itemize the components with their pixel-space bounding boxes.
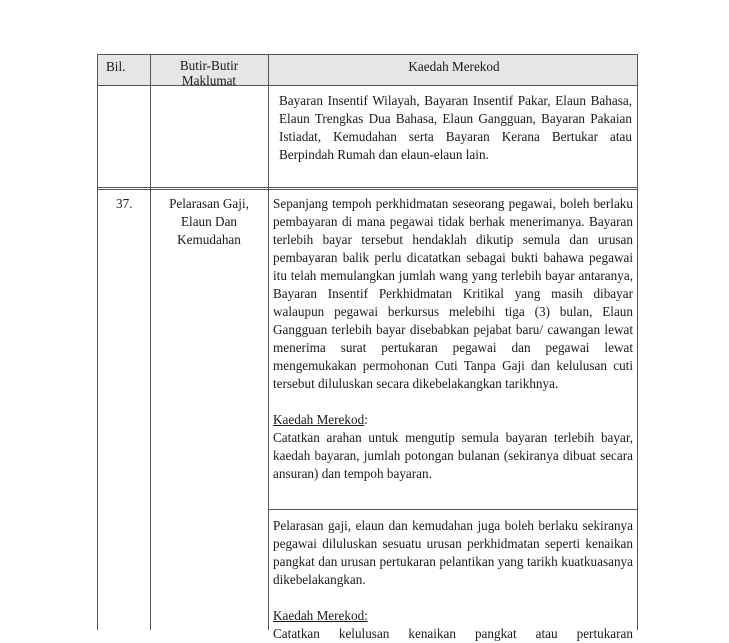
sub-row-divider <box>268 509 637 510</box>
column-divider <box>268 55 269 630</box>
row-number: 37. <box>116 196 133 211</box>
row-item-title: Pelarasan Gaji, Elaun Dan Kemudahan <box>169 196 249 247</box>
row-details <box>273 195 633 483</box>
paragraph-adjustment: Pelarasan gaji, elaun dan kemudahan juga boleh berlaku sekiranya pegawai diluluskan sesuatu urusan perkhidmatan seperti kenaikan pangkat dan urusan pertukaran pelantikan yang tarikh kuatkuasanya dikebelakangkan. <box>273 518 633 587</box>
row-divider <box>98 187 637 190</box>
header-kaedah: Kaedah Merekod <box>408 59 500 74</box>
kaedah-instruction-2: Catatkan kelulusan kenaikan pangkat atau pertukaran <box>273 626 633 641</box>
kaedah-instruction: Catatkan arahan untuk mengutip semula bayaran terlebih bayar, kaedah bayaran, jumlah potongan bulanan (sekiranya dibuat secara ansuran) dan tempoh bayaran. <box>273 430 633 481</box>
paragraph-overpayment: Sepanjang tempoh perkhidmatan seseorang pegawai, boleh berlaku pembayaran di mana pegawai tidak berhak menerimanya. Bayaran terlebih bayar tersebut hendaklah dikutip semula dan urusan pembayaran balik perlu dicatatkan sebagai bukti bahawa pegawai itu telah memulangkan jumlah wang yang terlebih bayar antaranya, Bayaran Insentif Perkhidmatan Kritikal yang masih dibayar walaupun pegawai berkursus melebihi tiga (3) bulan, Elaun Gangguan terlebih bayar disebabkan pejabat baru/ cawangan lewat menerima surat pertukaran pegawai dan pegawai lewat mengemukakan permohonan Cuti Tanpa Gaji dan kelulusan cuti tersebut diluluskan secara dikebelakangkan tarikhnya. <box>273 196 633 391</box>
records-table <box>97 54 638 641</box>
row-details-continued <box>273 517 633 643</box>
kaedah-heading: Kaedah Merekod: <box>273 412 368 427</box>
continued-row-text: Bayaran Insentif Wilayah, Bayaran Insentif Pakar, Elaun Bahasa, Elaun Trengkas Dua Bahasa, Elaun Gangguan, Bayaran Pakaian Istiadat, Kemudahan serta Bayaran Kerana Bertukar atau Berpindah Rumah dan elaun-elaun lain. <box>279 93 632 162</box>
header-butir: Butir-Butir Maklumat <box>179 58 239 88</box>
kaedah-heading-2: Kaedah Merekod: <box>273 608 368 623</box>
column-divider <box>150 55 151 630</box>
header-bil: Bil. <box>106 59 126 74</box>
